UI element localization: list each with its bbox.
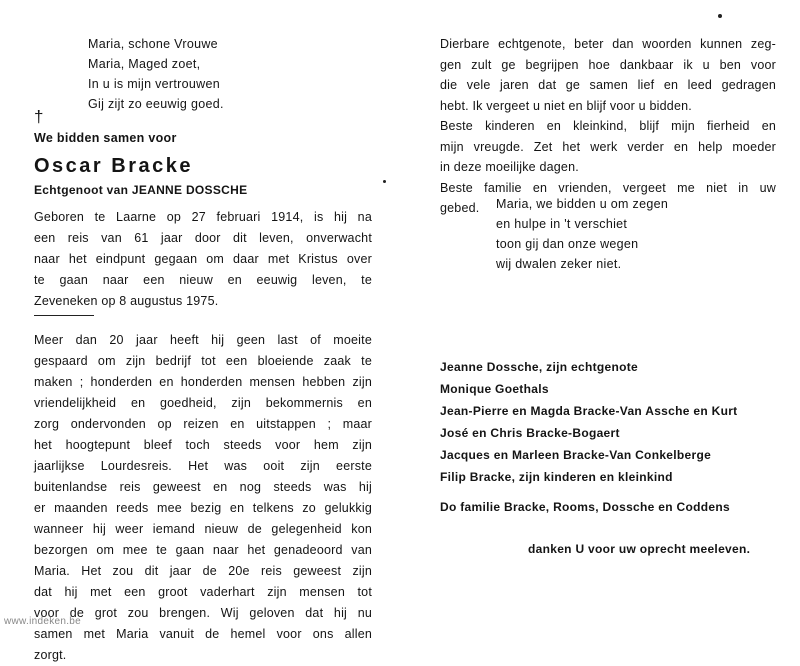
left-panel (0, 0, 400, 662)
story-line: er maanden reeds mee bezig en telkens zo gelukkig (34, 501, 372, 515)
message-line: in deze moeilijke dagen. (440, 160, 579, 174)
story-line: voor de grot zou brengen. Wij geloven dat hij nu (34, 606, 372, 620)
story-line: samen met Maria vanuit de hemel voor ons allen (34, 627, 372, 641)
family-line: Monique Goethals (440, 382, 549, 396)
message-line: gebed. (440, 201, 480, 215)
story-line: dat hij met een groot vaderhart zijn mensen tot (34, 585, 372, 599)
bio-line: naar het eindpunt gegaan om daar met Kristus over (34, 252, 372, 266)
divider (34, 315, 94, 316)
poem-line: toon gij dan onze wegen (496, 237, 639, 251)
poem-line: In u is mijn vertrouwen (88, 77, 220, 91)
story-line: jaarlijkse Lourdesreis. Het was ooit zijn eerste (34, 459, 372, 473)
bio-line: Geboren te Laarne op 27 februari 1914, is hij na (34, 210, 372, 224)
right-panel (400, 0, 800, 632)
poem-line: Maria, we bidden u om zegen (496, 197, 669, 211)
family-list (440, 356, 737, 488)
family-line: Jeanne Dossche, zijn echtgenote (440, 360, 639, 374)
pray-line: We bidden samen voor (34, 131, 177, 145)
message-line: Dierbare echtgenote, beter dan woorden kunnen zeg- (440, 37, 776, 51)
family-line: Jean-Pierre en Magda Bracke-Van Assche en Kurt (440, 404, 738, 418)
poem-line: Gij zijt zo eeuwig goed. (88, 97, 224, 111)
story-line: buitenlandse reis geweest en nog steeds was hij (34, 480, 372, 494)
farewell-message (440, 34, 776, 219)
story-line: gespaard om zijn bedrijf tot een bloeiende zaak te (34, 354, 372, 368)
message-line: die vele jaren dat ge samen lief en leed gedragen (440, 78, 776, 92)
poem-line: Maria, Maged zoet, (88, 57, 201, 71)
bio-line: een reis van 61 jaar door dit leven, onverwacht (34, 231, 372, 245)
opening-poem (88, 34, 224, 114)
spouse-line: Echtgenoot van JEANNE DOSSCHE (34, 183, 248, 197)
family-line: José en Chris Bracke-Bogaert (440, 426, 620, 440)
print-dot (718, 14, 722, 18)
poem-line: wij dwalen zeker niet. (496, 257, 622, 271)
story-line: zorgt. (34, 648, 67, 662)
print-mark (383, 180, 386, 183)
cross-icon: † (34, 107, 44, 126)
story-line: bezorgen om mee te gaan naar het genadeoord van (34, 543, 372, 557)
watermark: www.indeken.be (4, 616, 82, 627)
story-line: wanneer hij weer iemand nieuw de gelegenheid kon (34, 522, 372, 536)
message-line: Beste familie en vrienden, vergeet me niet in uw (440, 180, 776, 195)
deceased-name: Oscar Bracke (34, 155, 193, 177)
bio-line: te gaan naar een nieuw en eeuwig leven, te (34, 273, 372, 287)
message-line: Beste kinderen en kleinkind, blijf mijn fierheid en (440, 119, 776, 133)
story-line: zorg ondervonden op reizen en uitstappen ; maar (34, 417, 372, 431)
poem-line: en hulpe in 't verschiet (496, 217, 628, 231)
biography (34, 207, 372, 312)
life-story (34, 330, 372, 666)
story-line: het hoogtepunt bleef toch steeds voor hem zijn (34, 438, 372, 452)
bio-line: Zeveneken op 8 augustus 1975. (34, 294, 219, 308)
story-line: maken ; honderden en honderden mensen hebben zijn (34, 375, 372, 389)
story-line: Maria. Het zou dit jaar de 20e reis geweest zijn (34, 564, 372, 578)
message-line: mijn vreugde. Zet het werk verder en help moeder (440, 139, 776, 154)
thanks-line: danken U voor uw oprecht meeleven. (528, 542, 751, 556)
closing-poem (496, 194, 668, 274)
extended-family: Do familie Bracke, Rooms, Dossche en Coddens (440, 500, 730, 514)
story-line: Meer dan 20 jaar heeft hij geen last of moeite (34, 333, 372, 347)
family-line: Jacques en Marleen Bracke-Van Conkelberge (440, 448, 712, 462)
message-line: hebt. Ik vergeet u niet en blijf voor u bidden. (440, 98, 692, 113)
poem-line: Maria, schone Vrouwe (88, 37, 218, 51)
family-line: Filip Bracke, zijn kinderen en kleinkind (440, 470, 673, 484)
story-line: vriendelijkheid en goedheid, zijn bekommernis en (34, 396, 372, 410)
message-line: gen zult ge begrijpen hoe dankbaar ik u ben voor (440, 57, 776, 72)
